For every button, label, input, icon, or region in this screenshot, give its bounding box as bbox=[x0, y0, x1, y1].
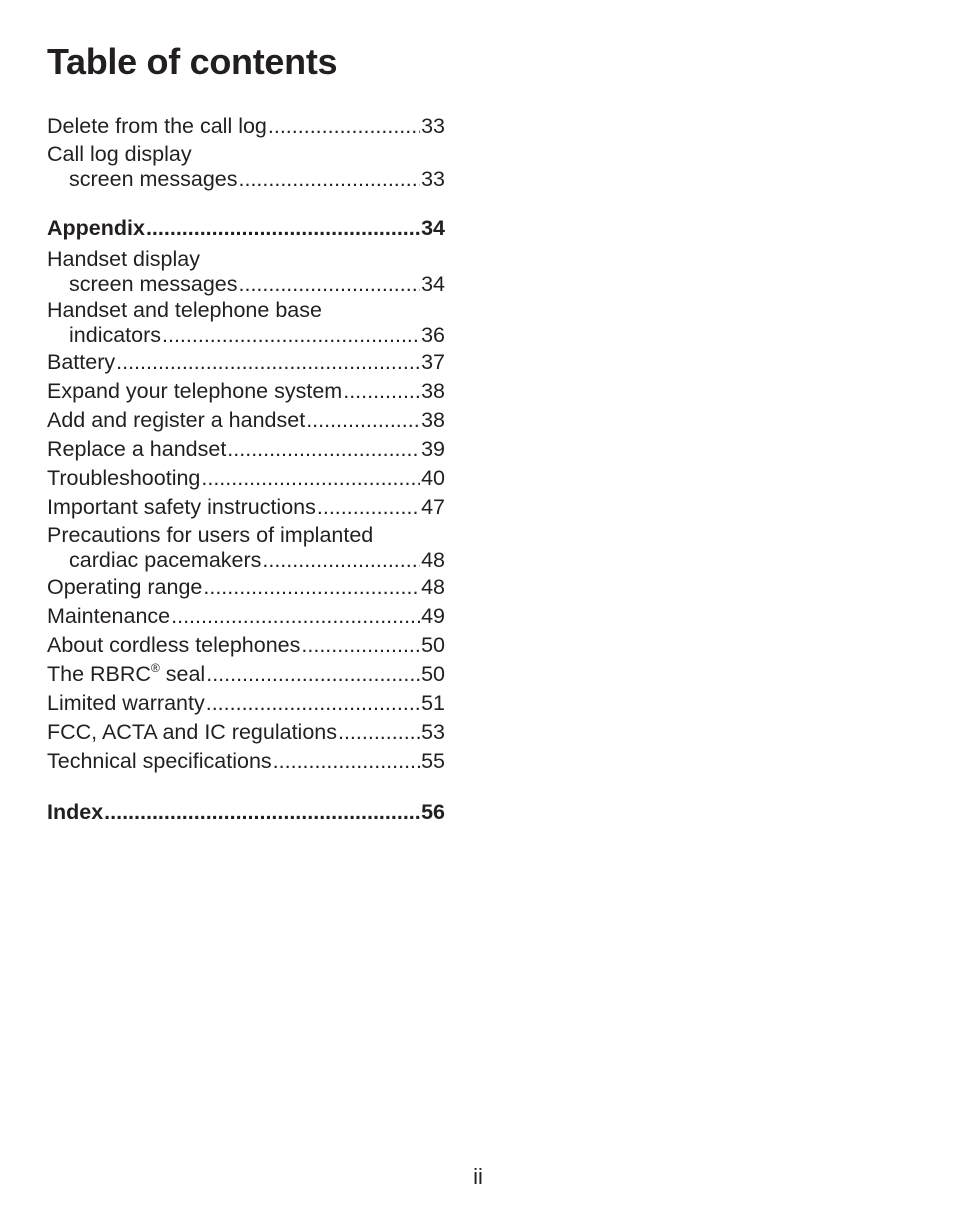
toc-entry-operating-range[interactable] bbox=[47, 573, 445, 602]
toc-entry-page: 40 bbox=[421, 466, 445, 490]
toc-entry-label: Important safety instructions bbox=[47, 495, 316, 519]
dot-leader bbox=[162, 323, 420, 348]
toc-entry-pacemakers-cont[interactable] bbox=[47, 548, 445, 573]
toc-section-label: Index bbox=[47, 800, 104, 824]
toc-entry-page: 33 bbox=[421, 167, 445, 191]
toc-entry-label: Expand your telephone system bbox=[47, 379, 343, 403]
dot-leader bbox=[239, 272, 421, 297]
dot-leader bbox=[338, 718, 420, 747]
toc-entry-page: 48 bbox=[421, 575, 445, 599]
toc-entry-label bbox=[47, 660, 205, 689]
page-number: ii bbox=[473, 1164, 483, 1189]
toc-list bbox=[47, 112, 445, 827]
dot-leader bbox=[171, 602, 420, 631]
dot-leader bbox=[146, 214, 420, 243]
toc-entry-label: Battery bbox=[47, 350, 116, 374]
toc-entry-handset-display[interactable] bbox=[47, 246, 445, 272]
toc-entry-page: 55 bbox=[421, 749, 445, 773]
toc-entry-label: FCC, ACTA and IC regulations bbox=[47, 720, 337, 744]
toc-entry-label: Handset display bbox=[47, 247, 200, 271]
dot-leader bbox=[203, 573, 420, 602]
toc-entry-label: Troubleshooting bbox=[47, 466, 201, 490]
toc-section-index[interactable] bbox=[47, 798, 445, 827]
dot-leader bbox=[206, 660, 420, 689]
toc-entry-expand-system[interactable] bbox=[47, 377, 445, 406]
toc-entry-limited-warranty[interactable] bbox=[47, 689, 445, 718]
dot-leader bbox=[262, 548, 420, 573]
toc-entry-label: screen messages bbox=[69, 272, 238, 296]
toc-entry-page: 37 bbox=[421, 350, 445, 374]
toc-section-page: 34 bbox=[421, 216, 445, 240]
toc-entry-delete-call-log[interactable] bbox=[47, 112, 445, 141]
toc-entry-page: 53 bbox=[421, 720, 445, 744]
toc-entry-label: Delete from the call log bbox=[47, 114, 267, 138]
toc-entry-label: screen messages bbox=[69, 167, 238, 191]
toc-entry-replace-handset[interactable] bbox=[47, 435, 445, 464]
toc-entry-page: 36 bbox=[421, 323, 445, 347]
page-title: Table of contents bbox=[47, 41, 338, 82]
rbrc-label-post: seal bbox=[159, 662, 206, 686]
registered-mark: ® bbox=[150, 661, 160, 675]
dot-leader bbox=[206, 689, 420, 718]
toc-entry-page: 48 bbox=[421, 548, 445, 572]
toc-entry-page: 38 bbox=[421, 379, 445, 403]
toc-entry-call-log-display[interactable] bbox=[47, 141, 445, 167]
toc-entry-label: Maintenance bbox=[47, 604, 171, 628]
toc-entry-label: Limited warranty bbox=[47, 691, 205, 715]
toc-entry-handset-base-indicators[interactable] bbox=[47, 297, 445, 323]
toc-entry-handset-base-indicators-cont[interactable] bbox=[47, 323, 445, 348]
toc-entry-label: Call log display bbox=[47, 142, 192, 166]
toc-entry-tech-specs[interactable] bbox=[47, 747, 445, 776]
dot-leader bbox=[306, 406, 420, 435]
rbrc-label-pre: The RBRC bbox=[47, 662, 151, 686]
toc-entry-page: 49 bbox=[421, 604, 445, 628]
toc-entry-handset-display-cont[interactable] bbox=[47, 272, 445, 297]
toc-section-appendix[interactable] bbox=[47, 214, 445, 243]
toc-entry-label: About cordless telephones bbox=[47, 633, 301, 657]
toc-entry-troubleshooting[interactable] bbox=[47, 464, 445, 493]
dot-leader bbox=[317, 493, 420, 522]
toc-entry-pacemakers[interactable] bbox=[47, 522, 445, 548]
dot-leader bbox=[273, 747, 420, 776]
toc-section-page: 56 bbox=[421, 800, 445, 824]
toc-entry-label: Handset and telephone base bbox=[47, 298, 322, 322]
dot-leader bbox=[227, 435, 420, 464]
toc-entry-fcc-regulations[interactable] bbox=[47, 718, 445, 747]
toc-entry-label: Replace a handset bbox=[47, 437, 227, 461]
toc-entry-battery[interactable] bbox=[47, 348, 445, 377]
toc-entry-safety-instructions[interactable] bbox=[47, 493, 445, 522]
dot-leader bbox=[268, 112, 420, 141]
toc-entry-page: 50 bbox=[421, 633, 445, 657]
toc-entry-add-register-handset[interactable] bbox=[47, 406, 445, 435]
toc-entry-page: 50 bbox=[421, 662, 445, 686]
toc-entry-rbrc-seal[interactable] bbox=[47, 660, 445, 689]
toc-entry-label: Operating range bbox=[47, 575, 203, 599]
toc-entry-label: cardiac pacemakers bbox=[69, 548, 262, 572]
toc-entry-about-cordless[interactable] bbox=[47, 631, 445, 660]
toc-entry-label: Add and register a handset bbox=[47, 408, 306, 432]
toc-entry-page: 47 bbox=[421, 495, 445, 519]
toc-section-label: Appendix bbox=[47, 216, 145, 240]
toc-entry-page: 33 bbox=[421, 114, 445, 138]
toc-entry-page: 34 bbox=[421, 272, 445, 296]
toc-entry-label: indicators bbox=[69, 323, 162, 347]
dot-leader bbox=[201, 464, 420, 493]
toc-entry-page: 51 bbox=[421, 691, 445, 715]
dot-leader bbox=[301, 631, 420, 660]
toc-entry-maintenance[interactable] bbox=[47, 602, 445, 631]
toc-entry-label: Technical specifications bbox=[47, 749, 272, 773]
dot-leader bbox=[239, 167, 421, 192]
dot-leader bbox=[104, 798, 420, 827]
toc-entry-label: Precautions for users of implanted bbox=[47, 523, 374, 547]
toc-entry-page: 39 bbox=[421, 437, 445, 461]
toc-entry-call-log-display-cont[interactable] bbox=[47, 167, 445, 192]
dot-leader bbox=[343, 377, 420, 406]
dot-leader bbox=[116, 348, 420, 377]
toc-entry-page: 38 bbox=[421, 408, 445, 432]
